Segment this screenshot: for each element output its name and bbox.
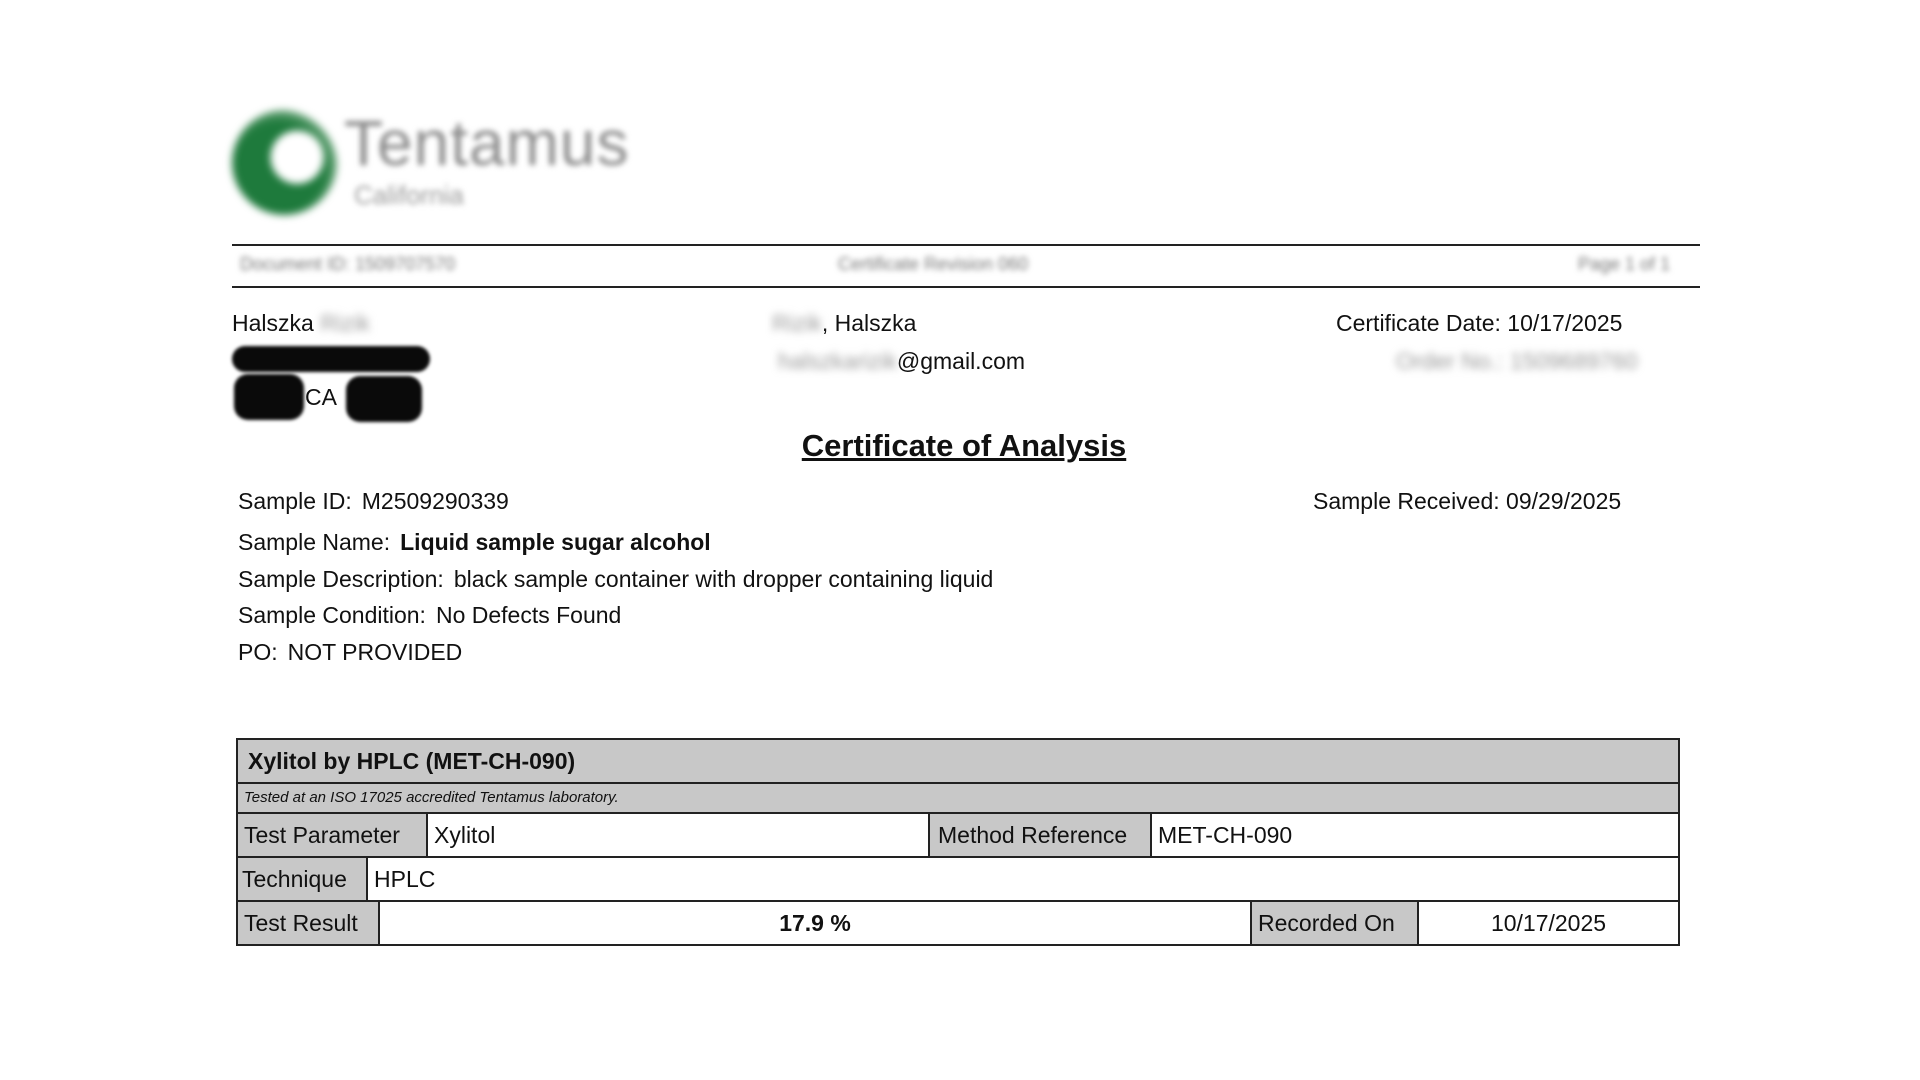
- sample-description: [238, 566, 993, 593]
- contact-first-name: , Halszka: [821, 310, 917, 336]
- page-number-blurred: Page 1 of 1: [1578, 254, 1671, 274]
- sample-description-value: black sample container with dropper containing liquid: [453, 566, 994, 592]
- client-name: [232, 310, 370, 337]
- technique-value: HPLC: [374, 866, 436, 892]
- sample-id-value: M2509290339: [361, 488, 509, 514]
- accreditation-note: Tested at an ISO 17025 accredited Tentamus laboratory.: [238, 784, 1678, 814]
- sample-received-value: 09/29/2025: [1506, 488, 1622, 514]
- sample-name: [238, 529, 711, 556]
- method-reference-label: Method Reference: [930, 814, 1152, 856]
- test-result-value: 17.9 %: [380, 902, 1252, 944]
- redacted-city-block: [234, 374, 304, 420]
- document-id-blurred: Document ID: 1509707570: [240, 254, 456, 274]
- sample-received: [1313, 488, 1621, 515]
- test-result-label: Test Result: [238, 902, 380, 944]
- header-rule-top: [232, 244, 1700, 246]
- revision-blurred: Certificate Revision 060: [838, 254, 1029, 274]
- results-table-title: Xylitol by HPLC (MET-CH-090): [238, 740, 1678, 784]
- sample-condition: [238, 602, 621, 629]
- sample-id-label: Sample ID:: [238, 488, 352, 514]
- results-table: [236, 738, 1680, 946]
- contact-name-redacted: Rizik: [772, 310, 822, 336]
- recorded-on-label: Recorded On: [1252, 902, 1419, 944]
- technique-label: Technique: [238, 858, 368, 900]
- sample-received-label: Sample Received:: [1313, 488, 1500, 514]
- table-row: [238, 902, 1678, 944]
- recorded-on-value: 10/17/2025: [1490, 910, 1607, 936]
- certificate-date-value: 10/17/2025: [1507, 310, 1623, 336]
- sample-description-label: Sample Description:: [238, 566, 444, 592]
- leaf-logo-icon: [232, 110, 337, 215]
- redacted-zip-block: [346, 376, 422, 422]
- logo-wordmark: Tentamus: [344, 107, 630, 179]
- contact-email-redacted: halszkarizik: [778, 348, 897, 374]
- contact-email-domain: @gmail.com: [896, 348, 1026, 374]
- contact-name: [772, 310, 916, 337]
- sample-name-label: Sample Name:: [238, 529, 391, 555]
- sample-po-label: PO:: [238, 639, 278, 665]
- client-first-name: Halszka: [232, 310, 314, 336]
- document-title: Certificate of Analysis: [801, 428, 1127, 463]
- method-reference-value: MET-CH-090: [1158, 822, 1293, 848]
- sample-name-value: Liquid sample sugar alcohol: [400, 529, 711, 555]
- company-logo: [232, 100, 652, 230]
- redacted-address-bar: [232, 346, 430, 372]
- table-row: [238, 814, 1678, 858]
- certificate-date-label: Certificate Date:: [1336, 310, 1501, 336]
- contact-email: [778, 348, 1025, 375]
- order-number-redacted: Order No.: 1509689760: [1396, 348, 1638, 374]
- sample-po: [238, 639, 462, 666]
- sample-condition-label: Sample Condition:: [238, 602, 426, 628]
- certificate-date: [1336, 310, 1622, 337]
- sample-id: [238, 488, 509, 515]
- table-row: [238, 858, 1678, 902]
- logo-subtitle: California: [354, 180, 464, 210]
- header-rule-bottom: [232, 286, 1700, 288]
- client-surname-redacted: Rizik: [320, 310, 371, 336]
- sample-po-value: NOT PROVIDED: [287, 639, 463, 665]
- sample-condition-value: No Defects Found: [435, 602, 622, 628]
- client-state: CA: [305, 384, 337, 410]
- test-parameter-value: Xylitol: [428, 814, 930, 856]
- test-parameter-label: Test Parameter: [238, 814, 428, 856]
